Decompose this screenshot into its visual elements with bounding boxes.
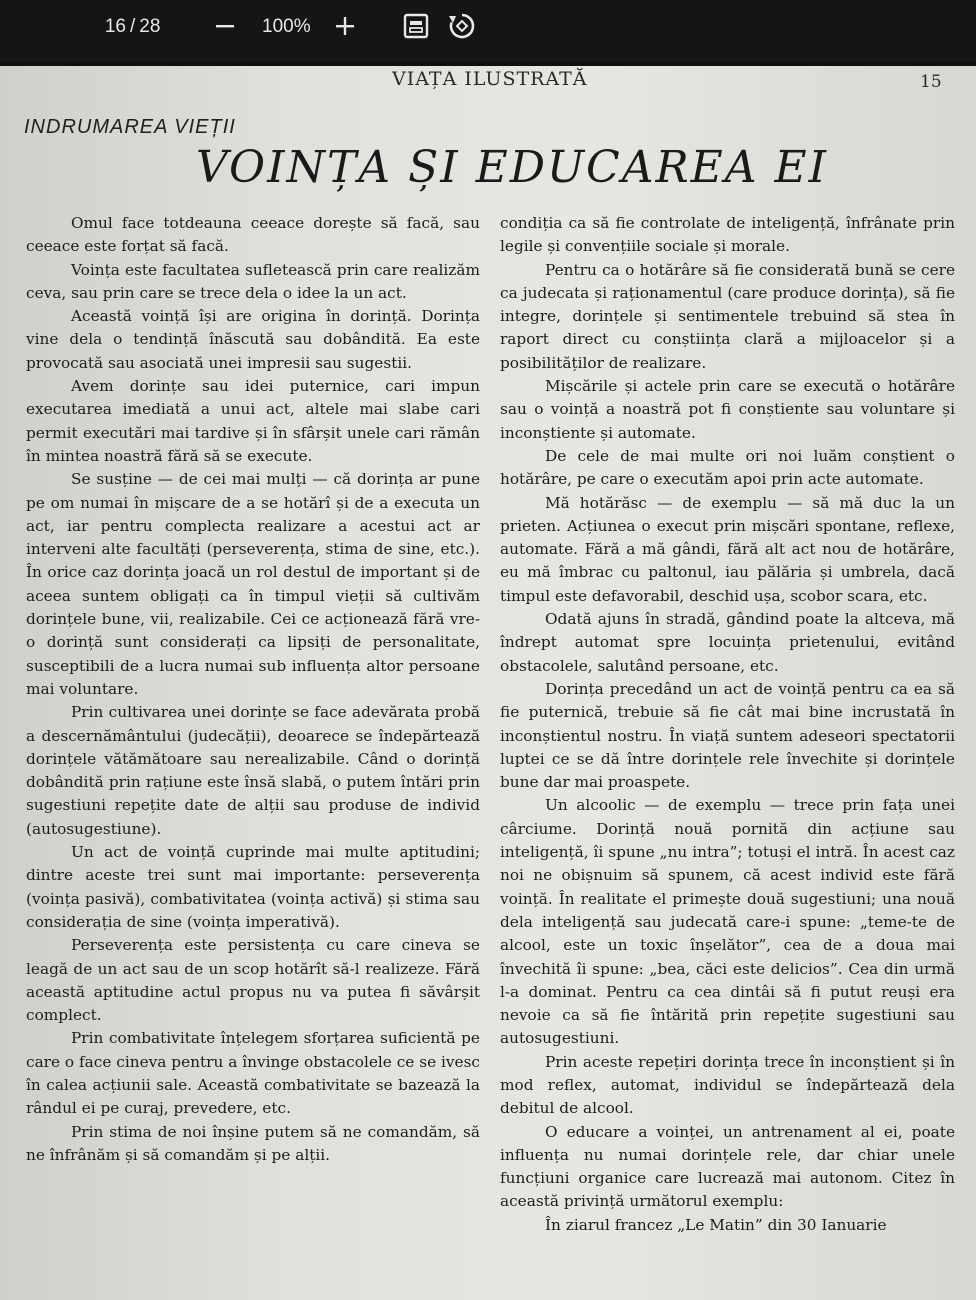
page-indicator xyxy=(96,16,160,38)
section-heading: INDRUMAREA VIEȚII xyxy=(24,116,236,138)
paragraph: Odată ajuns în stradă, gândind poate la altceva, mă îndrept automat spre locuința prietenului, evitând obstacolele, salutând persoane, etc. xyxy=(500,610,955,675)
paragraph: Prin cultivarea unei dorințe se face adevărata probă a descernământului (judecății), deoarece se îndepărtează dorințele vătămătoare sau nerealizabile. Când o dorință dobândită prin rațiune este însă slabă, o putem întări prin sugestiuni repețite date de alții sau produse de individ (autosugestiune). xyxy=(26,703,480,838)
fit-page-icon xyxy=(402,12,430,40)
paragraph: Prin aceste repețiri dorința trece în inconștient și în mod reflex, automat, individul se îndepărtează dela debitul de alcool. xyxy=(500,1052,955,1118)
paragraph: Prin combativitate înțelegem sforțarea suficientă pe care o face cineva pentru a învinge obstacolele ce se ivesc în calea acțiunii sale. Această combativitate se bazează la rândul ei pe curaj, prevedere, etc. xyxy=(26,1029,480,1118)
paragraph: Un act de voință cuprinde mai multe aptitudini; dintre aceste trei sunt mai importante: perseverența (voința pasivă), combativitatea (voința activă) și stima sau considerația de sine (voința imperativă). xyxy=(26,843,480,931)
paragraph: Omul face totdeauna ceeace dorește să facă, sau ceeace este forțat să facă. xyxy=(26,214,480,256)
fit-page-button[interactable] xyxy=(401,11,431,41)
paragraph: condiția ca să fie controlate de inteligență, înfrânate prin legile și convențiile sociale și morale. xyxy=(500,214,955,256)
paragraph: Mă hotărăsc — de exemplu — să mă duc la un prieten. Acțiunea o execut prin mișcări spontane, reflexe, automate. Fără a mă gândi, fără alt act nou de hotărâre, eu mă îmbrac cu paltonul, iau pălăria și umbrela, dacă timpul este defavorabil, deschid ușa, scobor scara, etc. xyxy=(500,493,955,605)
minus-icon xyxy=(215,16,235,36)
rotate-icon xyxy=(447,11,477,41)
running-head: VIAȚA ILUSTRATĂ xyxy=(392,68,588,90)
total-pages: 28 xyxy=(139,16,161,37)
paragraph: Voința este facultatea sufletească prin care realizăm ceva, sau prin care se trece dela o idee la un act. xyxy=(26,260,480,302)
document-page xyxy=(0,66,976,1300)
left-column xyxy=(26,212,480,1167)
paragraph: Dorința precedând un act de voință pentru ca ea să fie puternică, trebuie să fie cât mai bine incrustată în inconștientul nostru. În viață suntem adeseori spectatorii luptei ce se dă între dorințele rele învechite și dorințele bune dar mai proaspete. xyxy=(500,679,955,792)
paragraph: Perseverența este persistența cu care cineva se leagă de un act sau de un scop hotărît să-l realizeze. Fără această aptitudine actul propus nu va putea fi săvârșit complect. xyxy=(26,936,480,1025)
paragraph: În ziarul francez „Le Matin” din 30 Ianuarie xyxy=(545,1215,887,1234)
paragraph: De cele de mai multe ori noi luăm conștient o hotărâre, pe care o executăm apoi prin acte automate. xyxy=(500,446,955,489)
paragraph: Avem dorințe sau idei puternice, cari impun executarea imediată a unui act, altele mai slabe cari permit executări mai tardive și în sfârșit unele cari rămân în mintea noastră fără să se execute. xyxy=(26,377,480,465)
zoom-level[interactable]: 100% xyxy=(262,16,311,37)
paragraph: Un alcoolic — de exemplu — trece prin fața unei cârciume. Dorință nouă pornită din acțiune sau inteligență, îi spune „nu intra”; totuși el intră. În acest caz noi ne obișnuim să spunem, că acest individ este fără voință. În realitate el primește două sugestiuni; una nouă dela inteligență sau judecată care-i spune: „teme-te de alcool, este un toxic înșelător”, cea de a doua mai învechită îi spune: „bea, căci este delicios”. Cea din urmă l-a dominat. Pentru ca cea dintâi să fi putut reuși era nevoie ca să fie întărită prin repețite sugestiuni sau autosugestiuni. xyxy=(500,796,955,1048)
current-page-input[interactable] xyxy=(96,16,126,38)
article-title: VOINȚA ȘI EDUCAREA EI xyxy=(196,142,829,193)
paragraph: O educare a voinței, un antrenament al ei, poate influența nu numai dorințele rele, dar chiar unele funcțiuni organice care lucrează mai autonom. Citez în această privință următorul exemplu: xyxy=(500,1122,955,1211)
viewer-toolbar xyxy=(0,0,976,62)
plus-icon xyxy=(335,16,355,36)
right-column xyxy=(500,212,955,1237)
zoom-out-button[interactable] xyxy=(210,11,240,41)
paragraph: Mișcările și actele prin care se execută o hotărâre sau o voință a noastră pot fi conștiente sau voluntare și inconștiente și automate. xyxy=(500,377,955,442)
paragraph: Se susține — de cei mai mulți — că dorința ar pune pe om numai în mișcare de a se hotărî și de a executa un act, iar pentru complecta realizare a acestui act ar interveni alte facultăți (perseverența, stima de sine, etc.). În orice caz dorința joacă un rol destul de important și de aceea suntem obligați ca în timpul vieții să cultivăm dorințele bune, vii, realizabile. Cei ce acționează fără vre-o dorință sunt considerați ca lipsiți de personalitate, susceptibili de a lucra numai sub influența altor persoane mai voluntare. xyxy=(26,470,480,698)
zoom-in-button[interactable] xyxy=(330,11,360,41)
page-number: 15 xyxy=(920,72,942,92)
paragraph: Pentru ca o hotărâre să fie considerată bună se cere ca judecata și raționamentul (care produce dorința), să fie integre, dorințele și sentimentele trebuind să stea în raport direct cu conștiința clară a mijloacelor și a posibilităților de realizare. xyxy=(500,260,955,372)
paragraph: Această voință își are origina în dorință. Dorința vine dela o tendință înăscută sau dobândită. Ea este provocată sau asociată unei impresii sau sugestii. xyxy=(26,307,480,372)
paragraph: Prin stima de noi înșine putem să ne comandăm, să ne înfrânăm și să comandăm și pe alții. xyxy=(26,1122,480,1164)
rotate-button[interactable] xyxy=(447,11,477,41)
page-separator: / xyxy=(130,16,136,37)
